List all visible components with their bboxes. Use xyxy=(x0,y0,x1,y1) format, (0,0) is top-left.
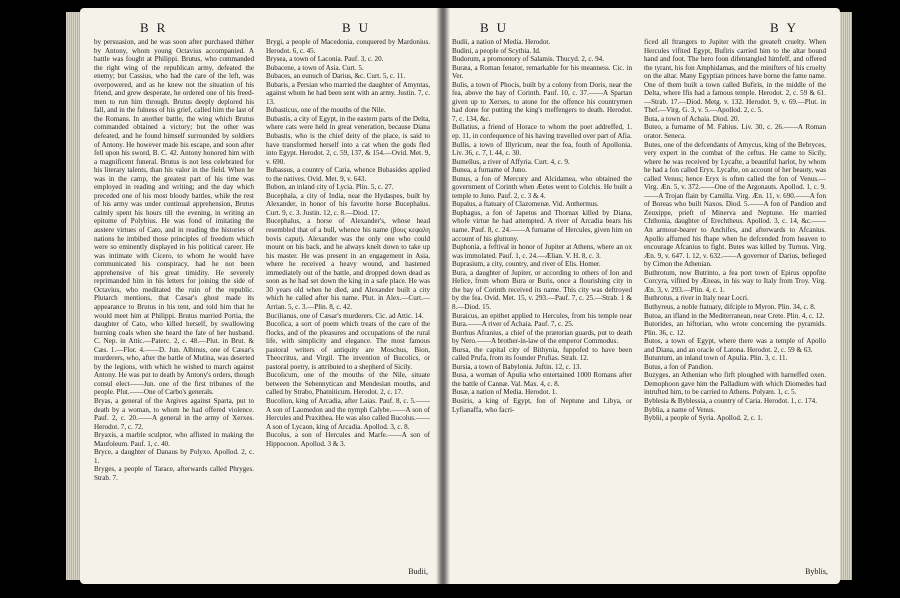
dictionary-entry: Butuntum, an inland town of Apulia. Plin. 3, c. 11. xyxy=(644,354,788,363)
dictionary-entry: Bubasticus, one of the mouths of the Nile. xyxy=(266,106,386,115)
dictionary-entry: Bumellus, a river of Affyria. Curt. 4, c. 9. xyxy=(452,157,570,166)
book-gutter xyxy=(436,8,450,584)
dictionary-entry: Byblesia & Byblessia, a country of Caria. Herodot. 1, c. 174. xyxy=(644,396,817,405)
right-page-column-2 xyxy=(644,38,826,423)
dictionary-entry: Brygi, a people of Macedonia, conquered by Mardonius. Herodot. 6, c. 45. xyxy=(266,38,430,55)
dictionary-entry: Buraicus, an epithet applied to Hercules, from his temple near Bura.——A river of Achaia. Pauf. 7, c. 25. xyxy=(452,311,632,329)
dictionary-entry: Bura, a daughter of Jupiter, or according to others of Ion and Helice, from whom Bura or Buris, once a flourishing city in the bay of Corinth received its name. This city was deftroyed by the fea. Ovid. Met. 15, v. 293.—Pauf. 7, c. 25.—Strab. 1 & 8.—Diod. 15. xyxy=(452,268,632,311)
catchword-left: Budii, xyxy=(408,567,428,576)
dictionary-entry: Budorum, a promontory of Salamis. Thucyd. 2, c. 94. xyxy=(452,55,604,64)
dictionary-entry: Butoa, an ifland in the Mediterranean, near Crete. Plin. 4, c. 12. xyxy=(644,311,825,320)
dictionary-entry: Buræa, a Roman fenator, remarkable for his meanness. Cic. in Ver. xyxy=(452,63,632,81)
dictionary-entry: Busiris, a king of Egypt, fon of Neptune and Libya, or Lyfianaffa, who facri- xyxy=(452,396,632,414)
right-page xyxy=(440,8,840,584)
dictionary-entry: Bullis, a town of Illyricum, near the fea, fouth of Apollonia. Liv. 36, c. 7, l. 44, c. 30. xyxy=(452,140,632,158)
dictionary-entry: Byblia, a name of Venus. xyxy=(644,405,716,414)
dictionary-entry: Budii, a nation of Media. Herodot. xyxy=(452,38,551,46)
dictionary-entry: Bucilianus, one of Cæsar's murderers. Cic. ad Attic. 14. xyxy=(266,311,424,320)
running-head-left-1: BR xyxy=(140,20,174,35)
dictionary-entry: Bubaris, a Persian who married the daughter of Amyntas, against whom he had been sent with an army. Justin. 7, c. 13. xyxy=(266,80,430,106)
running-head-left-2: BU xyxy=(342,20,377,35)
dictionary-entry: Butes, one of the defcendants of Amycus, king of the Bebryces, very expert in the combat of the ceftus. He came to Sicily, where he was received by Lycafte, a beautiful harlot, by whom he had a fon called Eryx. Lycafte, on account of her beauty, was called Venus; hence Eryx is often called the fon of Venus.—Virg. Æn. 5, v. 372.——One of the Argonauts. Apollod. 1, c. 9.——A Trojan flain by Camilla. Virg. Æn. 11, v. 690.——A fon of Boreas who built Naxos. Diod. 5.——A fon of Pandion and Zeuxippe, prieft of Minerva and Neptune. He married Chthonia, daughter of Erechtheus. Apollod. 3, c. 14, &c.——An armour-bearer to Anchifes, and afterwards to Afcanius. Apollo affumed his fhape when he defcended from heaven to encourage Afcanius to fight. Butes was killed by Turnus. Virg. Æn. 9, v. 647. l. 12, v. 632.——A governor of Darius, befieged by Cimon the Athenian. xyxy=(644,140,826,269)
running-head-right-1: BU xyxy=(480,20,515,35)
dictionary-entry: Buphagus, a fon of Japetus and Thornax killed by Diana, whofe virtue he had attempted. A river of Arcadia bears his name. Pauf. 8, c. 24.——A furname of Hercules, given him on account of his gluttony. xyxy=(452,208,632,243)
dictionary-entry: ficed all ftrangers to Jupiter with the greateft cruelty. When Hercules vifited Egypt, Bufiris carried him to the altar bound hand and foot. The hero foon difentangled himfelf, and offered the tyrant, his fon Amphidamas, and the minifters of his cruelty on the altar. Many Egyptian princes have borne the fame name. One of them built a town called Bufiris, in the middle of the Delta, where Ifis had a famous temple. Herodot. 2, c. 59 & 61.—Strab. 17.—Diod. Metg. v. 132. Herodot. 9, v. 69.—Plut. in Thef.—Virg. G. 3, v. 5.—Apollod. 2, c. 5. xyxy=(644,38,826,115)
dictionary-entry: Bubaces, an eunuch of Darius, &c. Curt. 5, c. 11. xyxy=(266,72,406,81)
dictionary-entry: Butorides, an hiftorian, who wrote concerning the pyramids. Plin. 36, c. 12. xyxy=(644,320,826,337)
dictionary-entry: Bucolicum, one of the mouths of the Nile, situate between the Sebennytican and Mendesian mouths, and called by Strabo, Phatniticum. Herodot. 2, c. 17. xyxy=(266,371,430,397)
dictionary-entry: Burrhus Afranius, a chief of the prætorian guards, put to death by Nero.——A brother-in-law of the emperor Commodus. xyxy=(452,328,632,346)
open-book xyxy=(58,2,840,590)
dictionary-entry: Butus, a fon of Pandion. xyxy=(644,362,713,371)
dictionary-entry: Busæ, a nation of Media. Herodot. 1. xyxy=(452,388,558,397)
dictionary-entry: Bucephala, a city of India, near the Hydaspes, built by Alexander, in honor of his favorite horse Bucephalus. Curt. 9, c. 3. Justin. 12, c. 8.—Diod. 17. xyxy=(266,191,430,217)
dictionary-entry: Bubassus, a country of Caria, whence Bubasides applied to the natives. Ovid. Met. 9, v. 643. xyxy=(266,166,430,183)
dictionary-entry: Buteo, a furname of M. Fabius. Liv. 30, c. 26.——A Roman orator. Seneca. xyxy=(644,123,826,141)
dictionary-entry: Bucolion, king of Arcadia, after Laias. Pauf. 8, c. 5.——A son of Laomedon and the nymph Calybe.——A son of Hercules and Praxithea. He was also called Bucolus.——A son of Lycaon, king of Arcadia. Apollod. 3, c. 8. xyxy=(266,396,430,431)
dictionary-entry: Buphonia, a feftival in honor of Jupiter at Athens, where an ox was immolated. Pauf. 1, c. 24.—Ælian. V. H. 8, c. 3. xyxy=(452,243,632,260)
dictionary-entry: Buprasium, a city, country, and river of Elis. Homer. xyxy=(452,260,601,269)
dictionary-entry: Bryaxis, a marble sculptor, who affisted in making the Maufoleum. Pauf. 1, c. 40. xyxy=(94,431,254,448)
dictionary-entry: Bubacene, a town of Asia. Curt. 5. xyxy=(266,63,364,72)
dictionary-entry: Busa, a woman of Apulia who entertained 1000 Romans after the battle of Cannæ. Val. Max. 4, c. 8. xyxy=(452,371,632,388)
dictionary-entry: Bryas, a general of the Argives against Sparta, put to death by a woman, to whom he had offered violence. Pauf. 2, c. 20.——A general in the army of Xerxes. Herodot. 7, c. 72. xyxy=(94,396,254,431)
dictionary-entry: Bucephalus, a horse of Alexander's, whose head resembled that of a bull, whence his name (βους κεφαλη bovis caput). Alexander was the only one who could mount on his back, and he always knelt down to take up his master. He was present in an engagement in Asia, where he received a heavy wound, and hastened immediately out of the battle, and dropped down dead as soon as he had set down the king in a safe place. He was 30 years old when he died, and Alexander built a city which he called after his name. Plut. in Alex.—Curt.—Arrian. 5, c. 3.—Plin. 8, c. 42. xyxy=(266,217,430,311)
dictionary-entry: by persuasion, and he was soon after purchased thither by Antony, whom young Octavius accompanied. A battle was fought at Philippi. Brutus, who commanded the right wing of the republican army, defeated the enemy; but Cassius, who had the care of the left, was overpowered, and as he knew not the situation of his friend, and grew desperate, he ordered one of his freed-men to run him through. Brutus deeply deplored his fall, and in the fulness of his grief, called him the last of the Romans. In another battle, the wing which Brutus commanded obtained a victory; but the other was defeated, and he found himself surrounded by soldiers of Antony. He however made his escape, and soon after fell upon his sword, B. C. 42. Antony honored him with a magnificent funeral. Brutus is not less celebrated for his literary talents, than his valor in the field. When he was in the camp, the greatest part of his time was employed in reading and writing; and the day which preceded one of his most bloody battles, while the rest of his army was under continual apprehension, Brutus calmly spent his hours till the evening, in writing an epitome of Polybius. He was fond of imitating the austere virtues of Cato, and in reading the histories of nations he imbibed those principles of freedom which were so eminently displayed in his political career. He was intimate with Cicero, to whom he would have communicated his conspiracy, had he not been apprehensive of his great timidity. He severely reprimanded him in his letters for joining the side of Octavius, who meditated the ruin of the republic. Plutarch mentions, that Cæsar's ghost made its appearance to Brutus in his tent, and told him that he would meet him at Philippi. Brutus married Portia, the daughter of Cato, who killed herself, by swallowing burning coals when she heard the fate of her husband. C. Nep. in Attic.—Paterc. 2, c. 48.—Plut. in Brut. & Cæs. 1.—Flor. 4.——D. Jun. Albinus, one of Cæsar's murderers, who, after the battle of Mutina, was deserted by the legions, with which he wished to march against Antony. He was put to death by Antony's orders, though consul elect——Jun. one of the first tribunes of the people. Plut.——One of Carbo's generals. xyxy=(94,38,254,397)
dictionary-entry: Bubastis, a city of Egypt, in the eastern parts of the Delta, where cats were held in great veneration, because Diana Bubastis, who is the chief deity of the place, is said to have transformed herself into a cat when the gods fled into Egypt. Herodot. 2, c. 59, 137, & 154.—Ovid. Met. 9, v. 690. xyxy=(266,114,430,166)
dictionary-entry: Byblii, a people of Syria. Apollod. 2, c. 1. xyxy=(644,414,763,423)
dictionary-entry: Bryce, a daughter of Danaus by Polyxo. Apollod. 2, c. 1. xyxy=(94,448,254,465)
dictionary-entry: Buthrotum, now Butrinto, a fea port town of Epirus oppofite Corcyra, vifited by Æneas, in his way to Italy from Troy. Virg. Æn. 3, v. 293.—Plin. 4, c. 1. xyxy=(644,268,826,294)
dictionary-entry: Bursia, a town of Babylonia. Juftin. 12, c. 13. xyxy=(452,362,582,371)
left-page-column-2 xyxy=(266,38,430,448)
dictionary-entry: Buta, a town of Achaia. Diod. 20. xyxy=(644,114,740,123)
dictionary-entry: Buthyreus, a noble ftatuary, difciple to Myron. Plin. 34, c. 8. xyxy=(644,302,816,311)
dictionary-entry: Bupalus, a ftatuary of Clazomenæ. Vid. Anthermus. xyxy=(452,200,599,209)
dictionary-entry: Bucolus, a son of Hercules and Marfe.——A son of Hippocoon. Apollod. 3 & 3. xyxy=(266,431,430,448)
dictionary-entry: Bucolica, a sort of poem which treats of the care of the flocks, and of the pleasures and occupations of the rural life, with simplicity and elegance. The most famous pastoral writers of antiquity are Moschus, Bion, Theocritus, and Virgil. The invention of Bucolics, or pastoral poetry, is attributed to a shepherd of Sicily. xyxy=(266,320,430,371)
dictionary-entry: Bulis, a town of Phocis, built by a colony from Doris, near the fea, above the bay of Corinth. Pauf. 10, c. 37.——A Spartan given up to Xerxes, to atone for the offence his countrymen had done for putting the king's meffengers to death. Herodot. 7, c. 134, &c. xyxy=(452,80,632,123)
running-head-right-2: BY xyxy=(770,20,805,35)
dictionary-entry: Brysea, a town of Laconia. Pauf. 3, c. 20. xyxy=(266,55,384,64)
dictionary-entry: Bryges, a people of Tarace, afterwards called Phryges. Strab. 7. xyxy=(94,465,254,482)
right-page-column-1 xyxy=(452,38,632,414)
dictionary-entry: Bunea, a furname of Juno. xyxy=(452,166,527,175)
left-page-column-1 xyxy=(94,38,254,482)
dictionary-entry: Butos, a town of Egypt, where there was a temple of Apollo and Diana, and an oracle of Latona. Herodot. 2, c. 59 & 63. xyxy=(644,337,826,354)
dictionary-entry: Buzyges, an Athenian who firft ploughed with harneffed oxen. Demophoon gave him the Palladium with which Diomedes had intrufted him, to be carried to Athens. Polyæn. 1, c. 5. xyxy=(644,371,826,397)
page-edges-right xyxy=(838,12,852,580)
dictionary-entry: Bubon, an inland city of Lycia. Plin. 5, c. 27. xyxy=(266,183,394,192)
dictionary-entry: Bunus, a fon of Mercury and Alcidamea, who obtained the government of Corinth when Æetes went to Colchis. He built a temple to Juno. Pauf. 2, c. 3 & 4. xyxy=(452,174,632,200)
dictionary-entry: Buthrotus, a river in Italy near Locri. xyxy=(644,294,749,303)
dictionary-entry: Bursa, the capital city of Bithynia, fuppofed to have been called Prufa, from its founder Prufias. Strab. 12. xyxy=(452,345,632,363)
left-page xyxy=(80,8,440,584)
dictionary-entry: Bullatius, a friend of Horace to whom the poet addreffed, 1. ep. 11, in confequence of his having travelled over part of Afia. xyxy=(452,123,632,141)
catchword-right: Byblis, xyxy=(805,567,828,576)
dictionary-entry: Budini, a people of Scythia. Id. xyxy=(452,46,541,55)
